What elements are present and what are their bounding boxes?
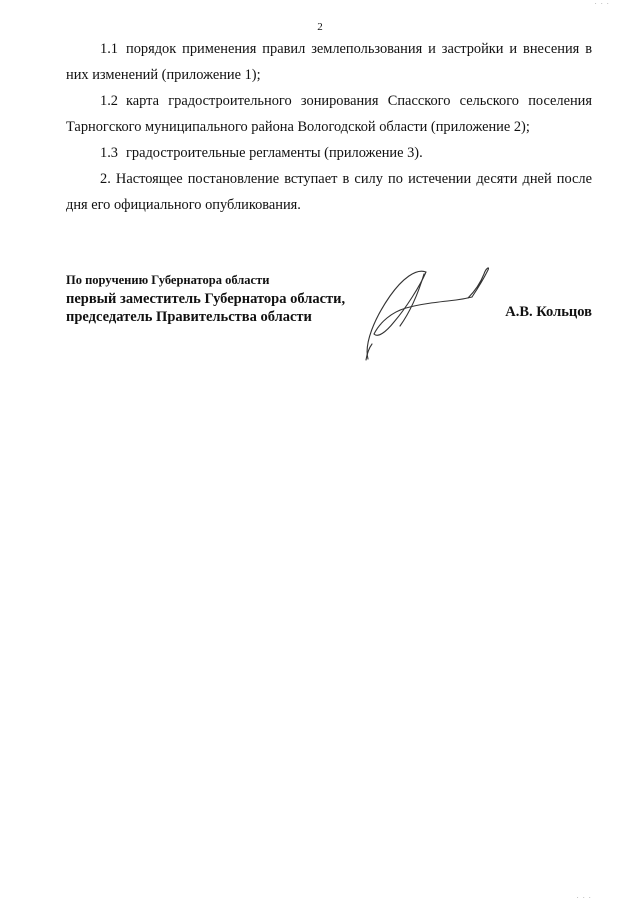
corner-mark-bottom: · · ·: [576, 894, 592, 902]
paragraph-text: 2. Настоящее постановление вступает в силу по истечении десяти дней после дня его официального опубликования.: [66, 171, 592, 213]
document-body: [66, 36, 592, 218]
paragraph-number: 1.3: [100, 145, 118, 161]
handwritten-signature: [360, 264, 510, 364]
paragraph-1-3: [66, 140, 592, 166]
signatory-name: А.В. Кольцов: [505, 304, 592, 320]
signature-block: [66, 273, 592, 363]
corner-mark-top: · · ·: [594, 0, 610, 8]
paragraph-1-2: [66, 88, 592, 140]
paragraph-text: порядок применения правил землепользования и застройки и внесения в них изменений (приложение 1);: [66, 41, 592, 83]
paragraph-text: карта градостроительного зонирования Спасского сельского поселения Тарногского муниципального района Вологодской области (приложение 2);: [66, 93, 592, 135]
signature-by-order: По поручению Губернатора области: [66, 273, 270, 287]
paragraph-number: 1.1: [100, 41, 118, 57]
signature-title-line-1: первый заместитель Губернатора области,: [66, 291, 346, 307]
signature-title-line-2: председатель Правительства области: [66, 309, 312, 325]
page-number: 2: [317, 21, 323, 33]
paragraph-text: градостроительные регламенты (приложение 3).: [126, 145, 423, 161]
paragraph-1-1: [66, 36, 592, 88]
paragraph-2: [66, 166, 592, 218]
paragraph-number: 1.2: [100, 93, 118, 109]
